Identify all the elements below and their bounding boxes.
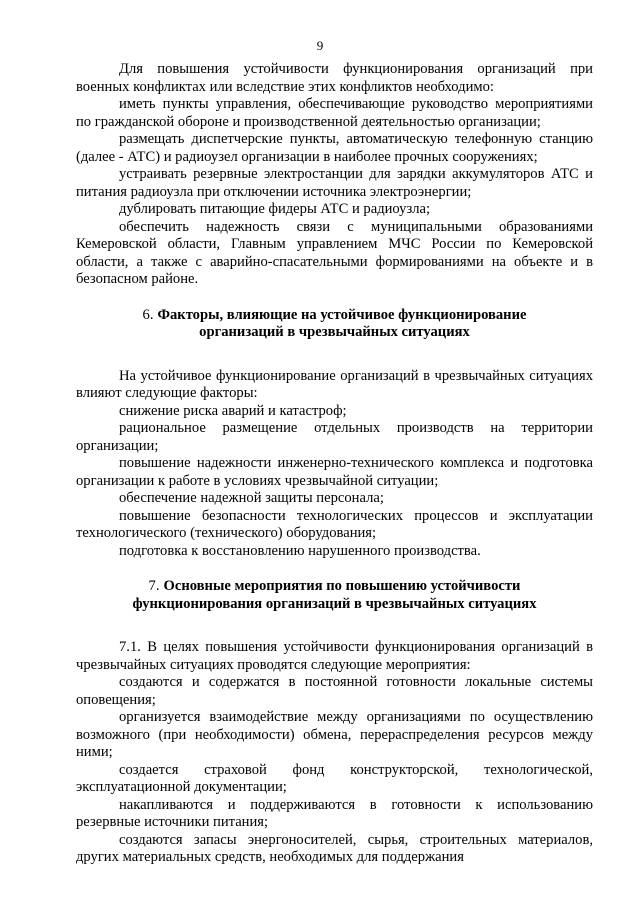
paragraph: 7.1. В целях повышения устойчивости функционирования организаций в чрезвычайных ситуациях проводятся следующие мероприятия: [76,639,593,673]
section-6-heading [76,307,593,342]
section-7-heading-line1 [76,578,593,596]
section-7-number: 7. [148,578,160,594]
paragraph: создается страховой фонд конструкторской, технологической, эксплуатационной документации; [76,761,593,795]
paragraph: повышение надежности инженерно-технического комплекса и подготовка организации к работе в условиях чрезвычайной ситуации; [76,455,593,489]
document-body [76,61,593,867]
paragraph: повышение безопасности технологических процессов и эксплуатации технологического (технического) оборудования; [76,507,593,541]
paragraph: дублировать питающие фидеры АТС и радиоузла; [119,201,431,217]
paragraph: рациональное размещение отдельных производств на территории организации; [76,420,593,454]
section-7-heading [76,578,593,613]
paragraph: На устойчивое функционирование организаций в чрезвычайных ситуациях влияют следующие факторы: [76,367,593,401]
paragraph: устраивать резервные электростанции для зарядки аккумуляторов АТС и питания радиоузла при отключении источника электроэнергии; [76,166,593,200]
section-7-title-line1: Основные мероприятия по повышению устойчивости [163,578,521,594]
paragraph: Для повышения устойчивости функционирования организаций при военных конфликтах или вследствие этих конфликтов необходимо: [76,61,593,95]
section-6-heading-line1 [76,307,593,325]
paragraph: организуется взаимодействие между организациями по осуществлению возможного (при необходимости) обмена, перераспределения ресурсов между ними; [76,709,593,760]
page-number: 9 [316,38,324,53]
section-7-body [76,639,593,867]
section-6-title-line2: организаций в чрезвычайных ситуациях [199,324,470,340]
paragraph: обеспечить надежность связи с муниципальными образованиями Кемеровской области, Главным управлением МЧС России по Кемеровской области, а также с аварийно-спасательными формированиями на объекте и в безопасном районе. [76,218,593,287]
paragraph: накапливаются и поддерживаются в готовности к использованию резервные источники питания; [76,796,593,830]
paragraph: подготовка к восстановлению нарушенного производства. [119,542,481,559]
paragraph: размещать диспетчерские пункты, автоматическую телефонную станцию (далее - АТС) и радиоузел организации в наиболее прочных сооружениях; [76,131,593,165]
paragraph: снижение риска аварий и катастроф; [119,402,347,419]
section-6-number: 6. [142,306,154,323]
section-6-body [76,368,593,561]
paragraph: иметь пункты управления, обеспечивающие руководство мероприятиями по гражданской обороне и производственной деятельностью организации; [76,96,593,130]
section-7-title-line2: функционирования организаций в чрезвычайных ситуациях [132,595,537,612]
paragraph: создаются запасы энергоносителей, сырья, строительных материалов, других материальных средств, необходимых для поддержания [76,831,593,865]
paragraph: обеспечение надежной защиты персонала; [119,490,384,506]
paragraph: создаются и содержатся в постоянной готовности локальные системы оповещения; [76,674,593,708]
section-6-title-line1: Факторы, влияющие на устойчивое функционирование [157,306,527,323]
